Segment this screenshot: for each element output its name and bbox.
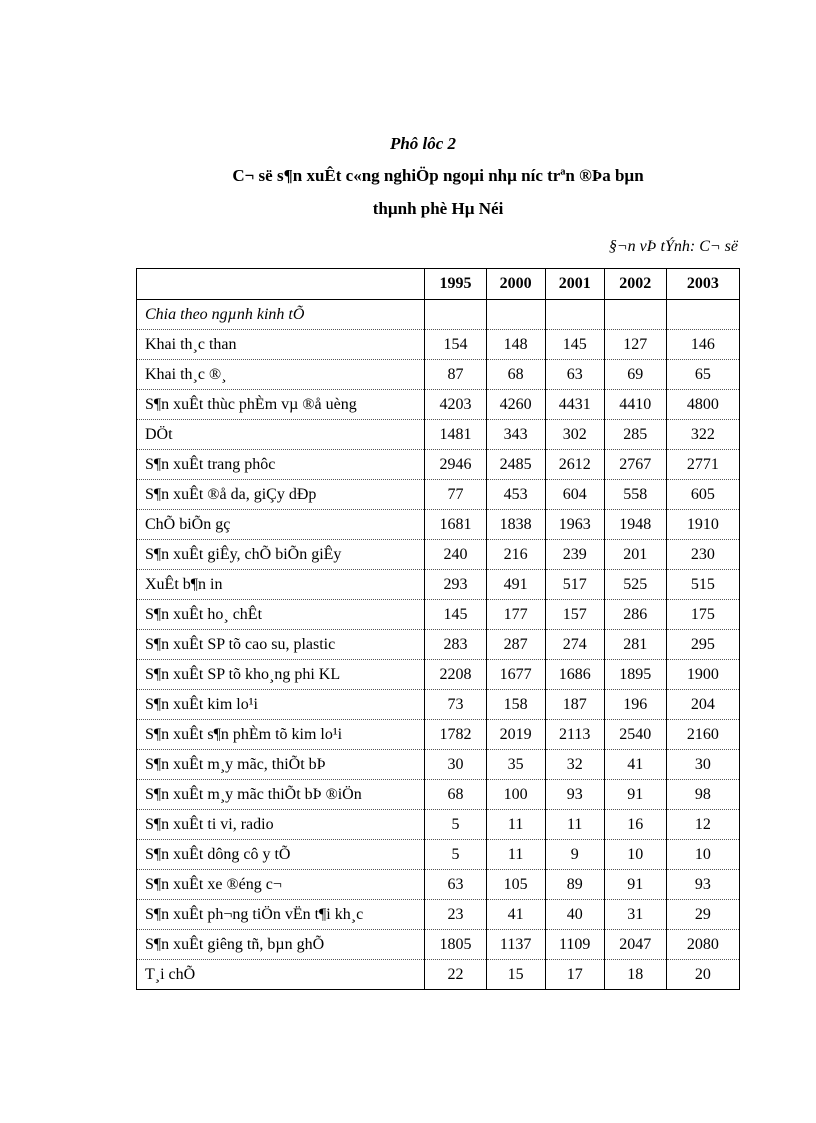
table-cell: 1782 (425, 720, 486, 750)
table-cell: 148 (486, 330, 545, 360)
table-cell: 177 (486, 600, 545, 630)
table-cell: 5 (425, 840, 486, 870)
row-label: S¶n xuÊt kim lo¹i (137, 690, 425, 720)
table-cell: 525 (604, 570, 666, 600)
table-cell: 1137 (486, 930, 545, 960)
row-label: S¶n xuÊt giÊy, chÕ biÕn giÊy (137, 540, 425, 570)
row-label: S¶n xuÊt thùc phÈm vµ ®å uèng (137, 390, 425, 420)
table-cell: 1948 (604, 510, 666, 540)
table-cell: 4800 (666, 390, 739, 420)
table-cell: 1686 (545, 660, 604, 690)
table-cell: 605 (666, 480, 739, 510)
row-label: S¶n xuÊt dông cô y tÕ (137, 840, 425, 870)
table-cell: 89 (545, 870, 604, 900)
table-cell: 18 (604, 960, 666, 990)
table-cell: 105 (486, 870, 545, 900)
row-label: S¶n xuÊt m¸y mãc thiÕt bÞ ®iÖn (137, 780, 425, 810)
table-cell: 35 (486, 750, 545, 780)
table-cell: 1677 (486, 660, 545, 690)
table-cell: 322 (666, 420, 739, 450)
table-cell: 30 (425, 750, 486, 780)
row-label: S¶n xuÊt ®å da, giÇy dÐp (137, 480, 425, 510)
table-cell: 302 (545, 420, 604, 450)
unit-note: §¬n vÞ tÝnh: C¬ së (608, 238, 738, 255)
table-cell: 216 (486, 540, 545, 570)
table-row (137, 330, 740, 360)
row-label: S¶n xuÊt m¸y mãc, thiÕt bÞ (137, 750, 425, 780)
table-cell: 63 (425, 870, 486, 900)
table-cell: 453 (486, 480, 545, 510)
table-row (137, 540, 740, 570)
table-cell: 517 (545, 570, 604, 600)
table-cell: 1838 (486, 510, 545, 540)
table-cell: 10 (666, 840, 739, 870)
table-row (137, 630, 740, 660)
table-cell: 145 (545, 330, 604, 360)
table-cell: 4203 (425, 390, 486, 420)
table-cell: 31 (604, 900, 666, 930)
table-row (137, 450, 740, 480)
table-cell: 15 (486, 960, 545, 990)
table-cell: 2019 (486, 720, 545, 750)
table-cell: 1805 (425, 930, 486, 960)
table-cell: 91 (604, 780, 666, 810)
table-row (137, 420, 740, 450)
table-cell: 201 (604, 540, 666, 570)
table-row (137, 840, 740, 870)
table-cell: 187 (545, 690, 604, 720)
table-row (137, 780, 740, 810)
table-cell: 63 (545, 360, 604, 390)
table-cell: 98 (666, 780, 739, 810)
table-cell: 30 (666, 750, 739, 780)
row-label: S¶n xuÊt xe ®éng c¬ (137, 870, 425, 900)
header-cell-year: 2003 (666, 269, 739, 300)
table-cell: 343 (486, 420, 545, 450)
table-cell: 23 (425, 900, 486, 930)
table-cell: 558 (604, 480, 666, 510)
table-cell: 2540 (604, 720, 666, 750)
table-cell: 16 (604, 810, 666, 840)
table-row (137, 660, 740, 690)
table-cell: 68 (486, 360, 545, 390)
table-cell: 91 (604, 870, 666, 900)
table-cell: 77 (425, 480, 486, 510)
table-cell: 1900 (666, 660, 739, 690)
appendix-title: Phô lôc 2 (389, 134, 457, 153)
table-cell: 239 (545, 540, 604, 570)
table-cell: 2767 (604, 450, 666, 480)
table-cell: 230 (666, 540, 739, 570)
table-cell: 1895 (604, 660, 666, 690)
table-cell: 127 (604, 330, 666, 360)
table-cell: 604 (545, 480, 604, 510)
table-cell: 1109 (545, 930, 604, 960)
table-cell: 2113 (545, 720, 604, 750)
table-cell: 2160 (666, 720, 739, 750)
table-cell: 2047 (604, 930, 666, 960)
section-row (137, 300, 740, 330)
row-label: T¸i chÕ (137, 960, 425, 990)
table-row (137, 480, 740, 510)
table-cell: 175 (666, 600, 739, 630)
table-cell: 5 (425, 810, 486, 840)
table-cell: 146 (666, 330, 739, 360)
row-label: S¶n xuÊt trang phôc (137, 450, 425, 480)
table-row (137, 810, 740, 840)
table-cell: 9 (545, 840, 604, 870)
table-cell: 87 (425, 360, 486, 390)
table-cell: 65 (666, 360, 739, 390)
table-cell: 281 (604, 630, 666, 660)
table-cell: 4431 (545, 390, 604, 420)
table-cell: 1963 (545, 510, 604, 540)
table-cell: 295 (666, 630, 739, 660)
header-cell-year: 2000 (486, 269, 545, 300)
row-label: S¶n xuÊt SP tõ cao su, plastic (137, 630, 425, 660)
table-cell: 11 (545, 810, 604, 840)
table-cell: 145 (425, 600, 486, 630)
table-row (137, 870, 740, 900)
table-cell: 274 (545, 630, 604, 660)
table-cell: 286 (604, 600, 666, 630)
table-cell: 293 (425, 570, 486, 600)
table-cell: 2946 (425, 450, 486, 480)
table-cell: 2612 (545, 450, 604, 480)
row-label: ChÕ biÕn gç (137, 510, 425, 540)
table-cell: 2080 (666, 930, 739, 960)
table-cell: 11 (486, 840, 545, 870)
row-label: S¶n xuÊt ti vi, radio (137, 810, 425, 840)
row-label: S¶n xuÊt ho¸ chÊt (137, 600, 425, 630)
table-header-row (137, 269, 740, 300)
table-cell: 100 (486, 780, 545, 810)
table-row (137, 960, 740, 990)
table-cell: 1910 (666, 510, 739, 540)
table-row (137, 570, 740, 600)
table-cell: 73 (425, 690, 486, 720)
row-label: S¶n xuÊt SP tõ kho¸ng phi KL (137, 660, 425, 690)
table-cell: 240 (425, 540, 486, 570)
table-cell: 204 (666, 690, 739, 720)
page-title-continued: thµnh phè Hµ Néi (372, 199, 504, 218)
table-cell: 285 (604, 420, 666, 450)
table-cell: 10 (604, 840, 666, 870)
table-row (137, 390, 740, 420)
table-cell: 154 (425, 330, 486, 360)
header-cell-year: 2001 (545, 269, 604, 300)
table-row (137, 750, 740, 780)
table-cell: 17 (545, 960, 604, 990)
table-cell: 93 (666, 870, 739, 900)
table-cell: 196 (604, 690, 666, 720)
table-row (137, 600, 740, 630)
table-cell: 22 (425, 960, 486, 990)
table-cell: 157 (545, 600, 604, 630)
table-cell: 40 (545, 900, 604, 930)
table-cell: 1681 (425, 510, 486, 540)
table-cell: 2771 (666, 450, 739, 480)
row-label: S¶n xuÊt giêng tñ, bµn ghÕ (137, 930, 425, 960)
table-cell: 287 (486, 630, 545, 660)
table-cell: 41 (486, 900, 545, 930)
header-cell-year: 2002 (604, 269, 666, 300)
table-row (137, 720, 740, 750)
table-cell: 32 (545, 750, 604, 780)
table-cell: 93 (545, 780, 604, 810)
header-cell-year: 1995 (425, 269, 486, 300)
table-cell: 158 (486, 690, 545, 720)
row-label: DÖt (137, 420, 425, 450)
table-cell: 4260 (486, 390, 545, 420)
page-title: C¬ së s¶n xuÊt c«ng nghiÖp ngoµi nhµ níc trªn ®Þa bµn (232, 166, 644, 185)
table-cell: 11 (486, 810, 545, 840)
section-label: Chia theo ngµnh kinh tÕ (137, 300, 425, 330)
row-label: S¶n xuÊt s¶n phÈm tõ kim lo¹i (137, 720, 425, 750)
table-cell: 283 (425, 630, 486, 660)
table-cell: 20 (666, 960, 739, 990)
table-cell: 2208 (425, 660, 486, 690)
row-label: S¶n xuÊt ph¬ng tiÖn vËn t¶i kh¸c (137, 900, 425, 930)
table-cell: 491 (486, 570, 545, 600)
table-row (137, 510, 740, 540)
table-cell: 515 (666, 570, 739, 600)
table-cell: 2485 (486, 450, 545, 480)
table-cell: 12 (666, 810, 739, 840)
header-cell-label (137, 269, 425, 300)
table-row (137, 930, 740, 960)
row-label: XuÊt b¶n in (137, 570, 425, 600)
row-label: Khai th¸c than (137, 330, 425, 360)
table-cell: 1481 (425, 420, 486, 450)
table-cell: 29 (666, 900, 739, 930)
table-row (137, 900, 740, 930)
row-label: Khai th¸c ®¸ (137, 360, 425, 390)
table-cell: 69 (604, 360, 666, 390)
table-cell: 41 (604, 750, 666, 780)
table-row (137, 360, 740, 390)
data-table (136, 268, 740, 990)
table-row (137, 690, 740, 720)
table-cell: 4410 (604, 390, 666, 420)
table-cell: 68 (425, 780, 486, 810)
